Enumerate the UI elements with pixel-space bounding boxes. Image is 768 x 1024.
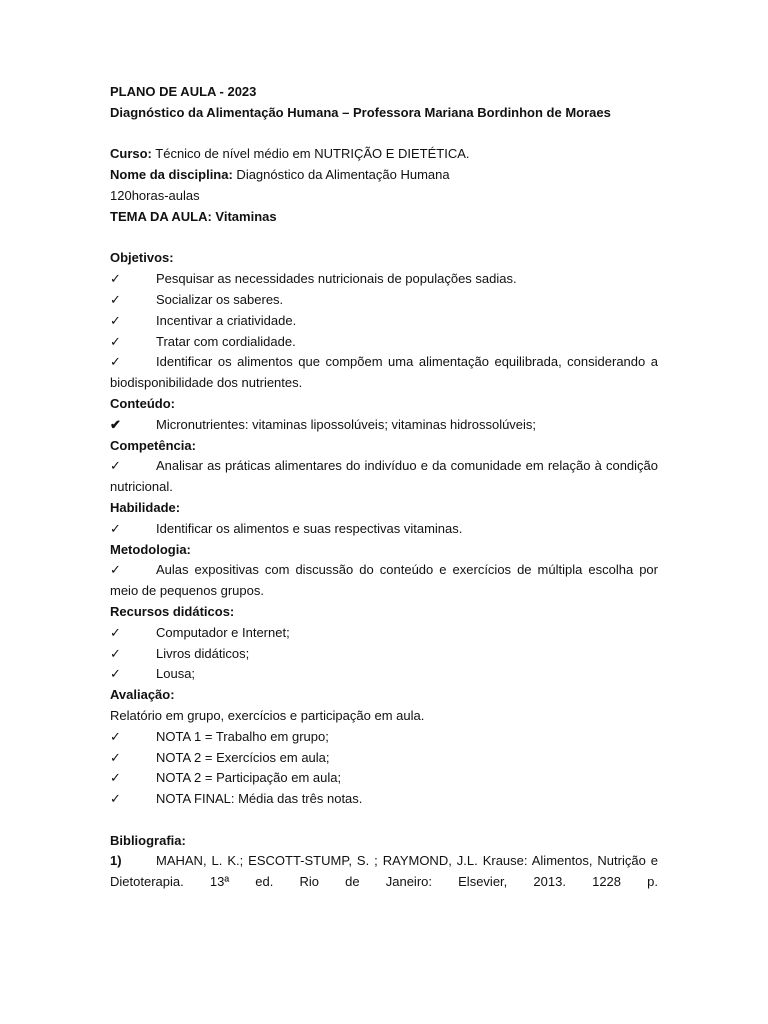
spacer (110, 228, 658, 249)
list-item (110, 789, 658, 810)
list-item-text: Lousa; (156, 666, 196, 682)
competencia-heading: Competência: (110, 437, 196, 453)
bibliography-number: 1) (110, 853, 122, 869)
list-item (110, 623, 658, 644)
list-item-text: Identificar os alimentos e suas respectivas vitaminas. (156, 520, 463, 536)
curso-line (110, 144, 658, 165)
list-item (110, 519, 658, 540)
checkmark-icon: ✓ (110, 333, 121, 349)
avaliacao-intro: Relatório em grupo, exercícios e participação em aula. (110, 707, 425, 723)
list-item-text: NOTA 1 = Trabalho em grupo; (156, 728, 329, 744)
checkmark-icon: ✓ (110, 645, 121, 661)
page-title: PLANO DE AULA - 2023 (110, 84, 257, 99)
list-item-text: Incentivar a criatividade. (156, 312, 297, 328)
checkmark-icon: ✓ (110, 312, 121, 328)
checkmark-icon: ✓ (110, 728, 121, 744)
checkmark-icon: ✓ (110, 291, 121, 307)
list-item (110, 748, 658, 769)
bibliografia-heading: Bibliografia: (110, 832, 186, 848)
objetivos-heading: Objetivos: (110, 250, 174, 266)
list-item-text: Micronutrientes: vitaminas lipossolúveis; vitaminas hidrossolúveis; (156, 416, 537, 432)
list-item (110, 415, 658, 436)
list-item-text: Identificar os alimentos que compõem uma alimentação equilibrada, considerando a (156, 354, 658, 370)
spacer (110, 124, 658, 145)
list-item-text: Socializar os saberes. (156, 291, 284, 307)
list-item-text: Tratar com cordialidade. (156, 333, 296, 349)
list-item-text: Livros didáticos; (156, 645, 250, 661)
checkmark-icon: ✓ (110, 770, 121, 786)
list-item-continuation: biodisponibilidade dos nutrientes. (110, 375, 303, 391)
list-item-text: NOTA 2 = Exercícios em aula; (156, 749, 330, 765)
bibliography-text-second: Dietoterapia. 13ª ed. Rio de Janeiro: Elsevier, 2013. 1228 p. (110, 874, 658, 890)
list-item-continuation: nutricional. (110, 479, 173, 495)
list-item (110, 768, 658, 789)
disciplina-label: Nome da disciplina: (110, 167, 233, 183)
habilidade-heading: Habilidade: (110, 499, 181, 515)
checkmark-icon: ✓ (110, 520, 121, 536)
checkmark-icon: ✓ (110, 354, 121, 370)
checkmark-icon: ✓ (110, 749, 121, 765)
list-item (110, 456, 658, 477)
avaliacao-heading: Avaliação: (110, 687, 175, 703)
list-item (110, 290, 658, 311)
curso-label: Curso: (110, 146, 152, 162)
spacer (110, 810, 658, 831)
list-item (110, 644, 658, 665)
bibliography-entry (110, 851, 658, 872)
checkmark-icon: ✓ (110, 791, 121, 807)
checkmark-icon: ✓ (110, 458, 121, 474)
conteudo-heading: Conteúdo: (110, 395, 175, 411)
list-item (110, 664, 658, 685)
list-item-text: Computador e Internet; (156, 624, 290, 640)
checkmark-icon: ✓ (110, 624, 121, 640)
list-item (110, 352, 658, 373)
list-item-continuation: meio de pequenos grupos. (110, 583, 264, 599)
disciplina-value: Diagnóstico da Alimentação Humana (232, 167, 450, 183)
list-item-text: NOTA FINAL: Média das três notas. (156, 791, 363, 807)
list-item-text: Pesquisar as necessidades nutricionais de populações sadias. (156, 271, 517, 287)
curso-value: Técnico de nível médio em NUTRIÇÃO E DIETÉTICA. (151, 146, 470, 162)
list-item (110, 560, 658, 581)
page-subtitle: Diagnóstico da Alimentação Humana – Professora Mariana Bordinhon de Moraes (110, 104, 611, 120)
list-item-text: Aulas expositivas com discussão do conteúdo e exercícios de múltipla escolha por (156, 562, 658, 578)
checkmark-icon: ✓ (110, 562, 121, 578)
list-item (110, 727, 658, 748)
metodologia-heading: Metodologia: (110, 541, 191, 557)
disciplina-line (110, 165, 658, 186)
list-item-text: NOTA 2 = Participação em aula; (156, 770, 342, 786)
checkmark-icon: ✔ (110, 416, 121, 432)
list-item (110, 311, 658, 332)
list-item (110, 269, 658, 290)
document-content (110, 82, 658, 893)
bibliography-text-first: MAHAN, L. K.; ESCOTT-STUMP, S. ; RAYMOND, J.L. Krause: Alimentos, Nutrição e (156, 853, 658, 869)
tema-line: TEMA DA AULA: Vitaminas (110, 208, 277, 224)
horas-line: 120horas-aulas (110, 187, 200, 203)
recursos-heading: Recursos didáticos: (110, 603, 235, 619)
checkmark-icon: ✓ (110, 271, 121, 287)
list-item (110, 332, 658, 353)
checkmark-icon: ✓ (110, 666, 121, 682)
list-item-text: Analisar as práticas alimentares do indivíduo e da comunidade em relação à condição (156, 458, 658, 474)
